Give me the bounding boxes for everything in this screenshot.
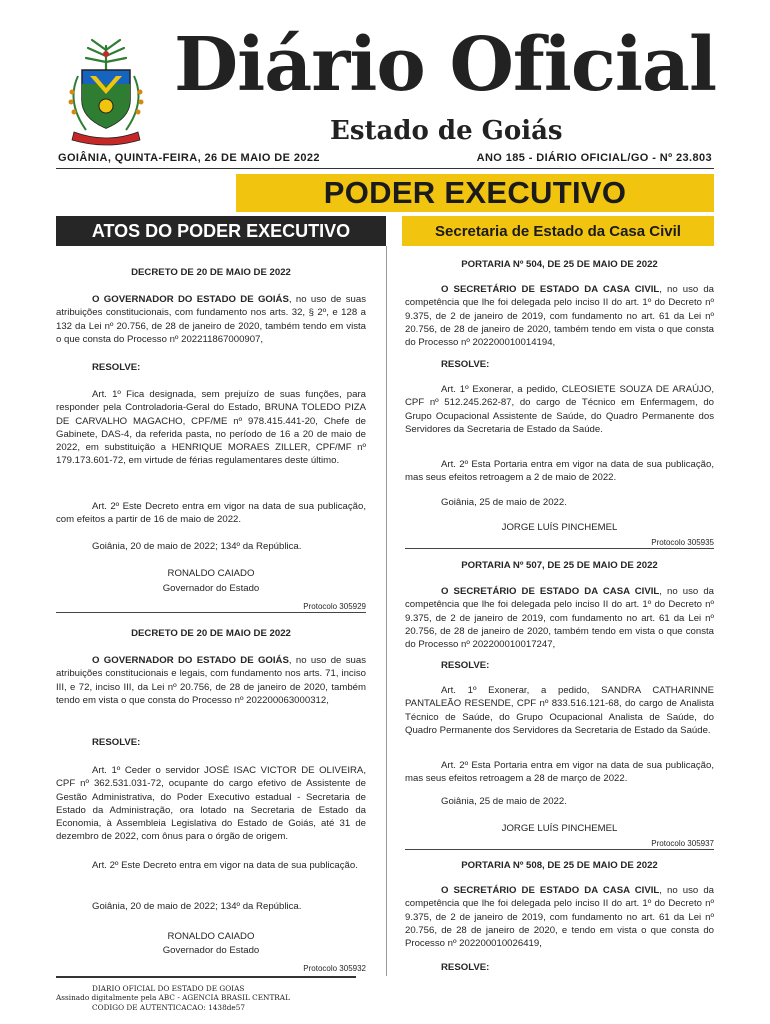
right-column (405, 256, 714, 984)
footer-signature-notice: Assinado digitalmente pela ABC - AGENCIA BRASIL CENTRAL (56, 993, 290, 1003)
footer-authentication-code: CODIGO DE AUTENTICACAO: 1438de57 (92, 1002, 245, 1012)
decree-2-preamble-text: , no uso de suas atribuições constitucionais e legais, com fundamento nos arts. 71, inciso III, e 72, inciso III, da Lei nº 20.756, de 28 de janeiro de 2020, também tendo em vista o que consta do Processo nº 202200063000312, (56, 655, 366, 706)
section-banner: PODER EXECUTIVO (236, 174, 714, 212)
decree-1-issuer: O GOVERNADOR DO ESTADO DE GOIÁS (92, 294, 289, 305)
publication-subtitle: Estado de Goiás (330, 116, 563, 146)
edition-date: GOIÂNIA, QUINTA-FEIRA, 26 DE MAIO DE 2022 (58, 152, 320, 164)
decree-1-title: DECRETO DE 20 DE MAIO DE 2022 (131, 267, 291, 278)
footer-divider (56, 976, 356, 978)
left-column (56, 256, 366, 984)
ordinance-504-article-2: Art. 2º Esta Portaria entra em vigor na data de sua publicação, mas seus efeitos retroagem a 2 de maio de 2022. (405, 459, 714, 484)
decree-1-signer-role: Governador do Estado (162, 583, 260, 594)
decree-2-signer: RONALDO CAIADO (167, 931, 255, 942)
decree-1-preamble-text: , no uso de suas atribuições constitucionais, com fundamento nos arts. 32, § 2º, e 128 a 132 da Lei nº 20.756, de 28 de janeiro de 2020, também tendo em vista o que consta do Processo nº 202211867000907, (56, 294, 366, 345)
publication-title: Diário Oficial (174, 22, 717, 108)
ordinance-507-title: PORTARIA Nº 507, DE 25 DE MAIO DE 2022 (461, 560, 658, 571)
masthead (0, 0, 770, 170)
ordinance-507-issuer: O SECRETÁRIO DE ESTADO DA CASA CIVIL (441, 586, 660, 597)
decree-1-article-2: Art. 2º Este Decreto entra em vigor na data de sua publicação, com efeitos a partir de 16 de maio de 2022. (56, 501, 366, 526)
ordinance-508-preamble-text: , no uso da competência que lhe foi delegada pelo inciso II do art. 1º do Decreto nº 9.375, de 2 de janeiro de 2019, com fundamento no art. 61 da Lei nº 20.756, de 28 de janeiro de 2020, e tendo em vista o que consta do Processo nº 202200010026419, (405, 885, 714, 950)
authentication-footer (56, 984, 356, 1012)
ordinance-504-preamble (405, 283, 714, 349)
decree-2-article-2: Art. 2º Este Decreto entra em vigor na data de sua publicação. (92, 860, 358, 871)
ordinance-508-preamble (405, 884, 714, 950)
ordinance-504-title: PORTARIA Nº 504, DE 25 DE MAIO DE 2022 (461, 259, 658, 270)
decree-separator (56, 612, 366, 613)
decree-1-place-date: Goiânia, 20 de maio de 2022; 134º da República. (92, 541, 302, 552)
decree-1-article-1: Art. 1º Fica designada, sem prejuízo de suas funções, para responder pela Controladoria-Geral do Estado, BRUNA TOLEDO PIZA DE CARVALHO MAGACHO, CPF/ME nº 978.415.441-20, Chefe de Gabinete, DAS-4, da referida pasta, no período de 16 a 20 de maio de 2022, em substituição a HENRIQUE MORAES ZILLER, CPF/MF nº 179.173.601-72, em virtude de férias regulamentares deste último. (56, 389, 366, 467)
ordinance-508-title: PORTARIA Nº 508, DE 25 DE MAIO DE 2022 (461, 860, 658, 871)
decree-2-article-1: Art. 1º Ceder o servidor JOSÉ ISAC VICTOR DE OLIVEIRA, CPF nº 362.531.031-72, ocupante do cargo efetivo de Assistente de Gestão Administrativa, do Poder Executivo estadual - Secretaria de Estado da Administração, ora lotado na Secretaria de Estado da Economia, à Assembleia Legislativa do Estado de Goiás, até 31 de dezembro de 2022, com ônus para o órgão de origem. (56, 765, 366, 843)
decree-2-signer-role: Governador do Estado (162, 945, 260, 956)
ordinance-508-resolve: RESOLVE: (441, 962, 490, 973)
decree-1-protocol: Protocolo 305929 (303, 602, 366, 611)
ordinance-504-protocol: Protocolo 305935 (651, 538, 714, 547)
ordinance-separator-1 (405, 548, 714, 549)
ordinance-504-resolve: RESOLVE: (441, 359, 490, 370)
footer-publication-name: DIARIO OFICIAL DO ESTADO DE GOIAS (92, 984, 245, 993)
masthead-divider (56, 168, 714, 169)
decree-1-resolve: RESOLVE: (92, 362, 141, 373)
decree-2-title: DECRETO DE 20 DE MAIO DE 2022 (131, 628, 291, 639)
decree-1-signer: RONALDO CAIADO (167, 568, 255, 579)
decree-2-protocol: Protocolo 305932 (303, 964, 366, 973)
ordinance-separator-2 (405, 849, 714, 850)
decree-1-preamble (56, 293, 366, 346)
ordinance-504-preamble-text: , no uso da competência que lhe foi delegada pelo inciso II do art. 1º do Decreto nº 9.375, de 2 de janeiro de 2019, com fundamento no art. 61 da Lei nº 20.756, de 28 de janeiro de 2020, também tendo em vista o que consta do Processo nº 202200010014194, (405, 284, 714, 349)
decree-2-resolve: RESOLVE: (92, 737, 141, 748)
ordinance-507-preamble (405, 585, 714, 651)
decree-2-preamble (56, 654, 366, 707)
ordinance-507-place-date: Goiânia, 25 de maio de 2022. (441, 796, 567, 807)
ordinance-507-signer: JORGE LUÍS PINCHEMEL (501, 823, 618, 834)
left-column-heading: ATOS DO PODER EXECUTIVO (56, 216, 386, 246)
right-column-heading: Secretaria de Estado da Casa Civil (402, 216, 714, 246)
state-coat-of-arms-icon (60, 36, 152, 148)
ordinance-507-protocol: Protocolo 305937 (651, 839, 714, 848)
decree-2-place-date: Goiânia, 20 de maio de 2022; 134º da República. (92, 901, 302, 912)
ordinance-504-article-1: Art. 1º Exonerar, a pedido, CLEOSIETE SOUZA DE ARAÚJO, CPF nº 512.245.262-87, do cargo de Técnico em Enfermagem, do Grupo Ocupacional Assistente de Saúde, do Quadro Permanente dos Servidores da Secretaria de Estado da Saúde. (405, 384, 714, 435)
ordinance-504-signer: JORGE LUÍS PINCHEMEL (501, 522, 618, 533)
ordinance-507-preamble-text: , no uso da competência que lhe foi delegada pelo inciso II do art. 1º do Decreto nº 9.375, de 2 de janeiro de 2019, com fundamento no art. 61 da Lei nº 20.756, de 28 de janeiro de 2020, também tendo em vista o que consta do Processo nº 202200010017247, (405, 586, 714, 651)
edition-number: ANO 185 - DIÁRIO OFICIAL/GO - Nº 23.803 (476, 152, 712, 164)
column-divider (386, 246, 387, 976)
ordinance-504-issuer: O SECRETÁRIO DE ESTADO DA CASA CIVIL (441, 284, 660, 295)
ordinance-507-article-1: Art. 1º Exonerar, a pedido, SANDRA CATHARINNE PANTALEÃO RESENDE, CPF nº 833.516.121-68, do cargo de Analista Técnico de Saúde, do Grupo Ocupacional Analista de Saúde, do Quadro Permanente dos Servidores da Secretaria de Estado da Saúde. (405, 685, 714, 736)
ordinance-507-article-2: Art. 2º Esta Portaria entra em vigor na data de sua publicação, mas seus efeitos retroagem a 28 de março de 2022. (405, 760, 714, 785)
ordinance-504-place-date: Goiânia, 25 de maio de 2022. (441, 497, 567, 508)
ordinance-508-issuer: O SECRETÁRIO DE ESTADO DA CASA CIVIL (441, 885, 660, 896)
decree-2-issuer: O GOVERNADOR DO ESTADO DE GOIÁS (92, 655, 289, 666)
ordinance-507-resolve: RESOLVE: (441, 660, 490, 671)
